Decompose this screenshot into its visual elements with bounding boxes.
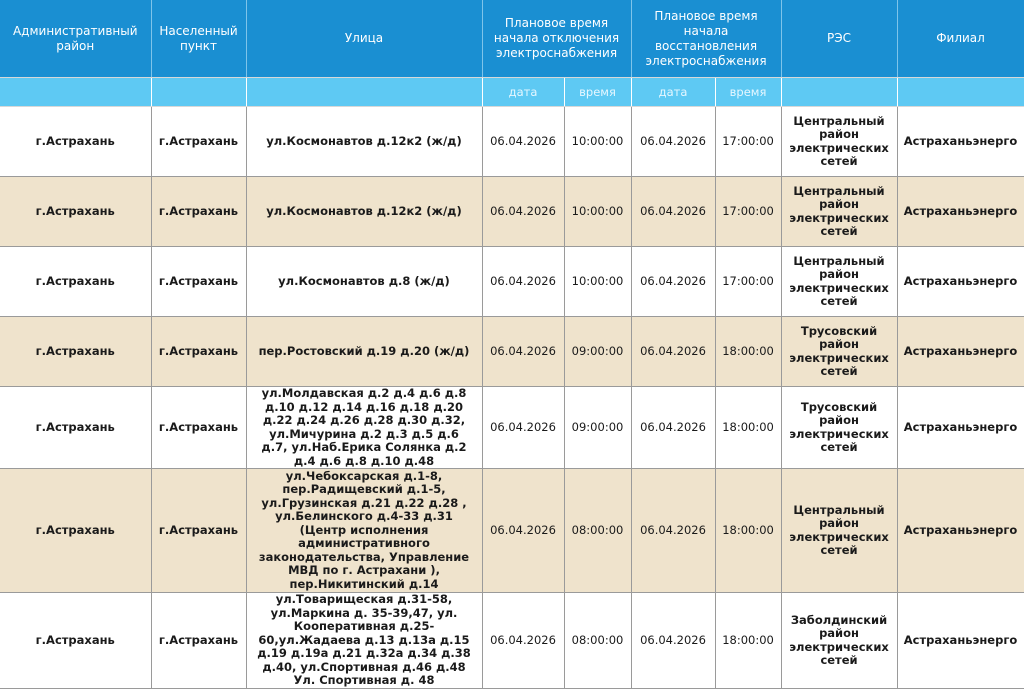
header-street[interactable]: Улица xyxy=(246,0,482,78)
header-res[interactable]: РЭС xyxy=(781,0,897,78)
subheader-empty xyxy=(781,78,897,107)
cell-res: Трусовский район электрических сетей xyxy=(781,317,897,387)
cell-branch: Астраханьэнерго xyxy=(897,317,1024,387)
cell-on-date: 06.04.2026 xyxy=(631,593,715,689)
cell-district: г.Астрахань xyxy=(0,593,151,689)
cell-on-time: 18:00:00 xyxy=(715,469,781,593)
table-row xyxy=(0,107,1024,177)
cell-on-time: 17:00:00 xyxy=(715,107,781,177)
cell-branch: Астраханьэнерго xyxy=(897,177,1024,247)
subheader-off-time: время xyxy=(564,78,631,107)
subheader-empty xyxy=(0,78,151,107)
cell-off-time: 08:00:00 xyxy=(564,593,631,689)
cell-street: ул.Космонавтов д.12к2 (ж/д) xyxy=(246,107,482,177)
cell-on-time: 17:00:00 xyxy=(715,247,781,317)
cell-branch: Астраханьэнерго xyxy=(897,107,1024,177)
cell-street: ул.Космонавтов д.12к2 (ж/д) xyxy=(246,177,482,247)
cell-district: г.Астрахань xyxy=(0,317,151,387)
cell-on-date: 06.04.2026 xyxy=(631,469,715,593)
cell-off-time: 08:00:00 xyxy=(564,469,631,593)
subheader-on-time: время xyxy=(715,78,781,107)
cell-street: пер.Ростовский д.19 д.20 (ж/д) xyxy=(246,317,482,387)
cell-on-date: 06.04.2026 xyxy=(631,387,715,469)
table-row xyxy=(0,387,1024,469)
subheader-off-date: дата xyxy=(482,78,564,107)
cell-branch: Астраханьэнерго xyxy=(897,387,1024,469)
cell-locality: г.Астрахань xyxy=(151,387,246,469)
cell-street: ул.Молдавская д.2 д.4 д.6 д.8 д.10 д.12 д.14 д.16 д.18 д.20 д.22 д.24 д.26 д.28 д.30 д.32, ул.Мичурина д.2 д.3 д.5 д.6 д.7, ул.Наб.Ерика Солянка д.2 д.4 д.6 д.8 д.10 д.48 xyxy=(246,387,482,469)
cell-locality: г.Астрахань xyxy=(151,469,246,593)
header-row xyxy=(0,0,1024,78)
cell-on-date: 06.04.2026 xyxy=(631,107,715,177)
cell-on-time: 18:00:00 xyxy=(715,593,781,689)
cell-branch: Астраханьэнерго xyxy=(897,593,1024,689)
header-locality[interactable]: Населенный пункт xyxy=(151,0,246,78)
header-district[interactable]: Административный район xyxy=(0,0,151,78)
cell-off-date: 06.04.2026 xyxy=(482,177,564,247)
cell-street: ул.Чебоксарская д.1-8, пер.Радищевский д.1-5, ул.Грузинская д.21 д.22 д.28 , ул.Белинского д.4-33 д.31 (Центр исполнения административного законодательства, Управление МВД по г. Астрахани ), пер.Никитинский д.14 xyxy=(246,469,482,593)
cell-off-time: 09:00:00 xyxy=(564,317,631,387)
table-row xyxy=(0,177,1024,247)
cell-res: Трусовский район электрических сетей xyxy=(781,387,897,469)
cell-off-time: 10:00:00 xyxy=(564,247,631,317)
cell-off-date: 06.04.2026 xyxy=(482,593,564,689)
header-branch[interactable]: Филиал xyxy=(897,0,1024,78)
cell-off-date: 06.04.2026 xyxy=(482,107,564,177)
cell-on-time: 18:00:00 xyxy=(715,317,781,387)
cell-locality: г.Астрахань xyxy=(151,107,246,177)
cell-res: Центральный район электрических сетей xyxy=(781,247,897,317)
cell-district: г.Астрахань xyxy=(0,387,151,469)
header-restore-time[interactable]: Плановое время начала восстановления электроснабжения xyxy=(631,0,781,78)
cell-off-time: 09:00:00 xyxy=(564,387,631,469)
cell-district: г.Астрахань xyxy=(0,469,151,593)
cell-branch: Астраханьэнерго xyxy=(897,469,1024,593)
cell-locality: г.Астрахань xyxy=(151,317,246,387)
cell-branch: Астраханьэнерго xyxy=(897,247,1024,317)
cell-locality: г.Астрахань xyxy=(151,177,246,247)
cell-off-date: 06.04.2026 xyxy=(482,387,564,469)
table-row xyxy=(0,469,1024,593)
cell-district: г.Астрахань xyxy=(0,247,151,317)
cell-res: Центральный район электрических сетей xyxy=(781,177,897,247)
subheader-empty xyxy=(246,78,482,107)
cell-locality: г.Астрахань xyxy=(151,247,246,317)
cell-off-date: 06.04.2026 xyxy=(482,317,564,387)
cell-off-date: 06.04.2026 xyxy=(482,469,564,593)
cell-res: Заболдинский район электрических сетей xyxy=(781,593,897,689)
cell-street: ул.Космонавтов д.8 (ж/д) xyxy=(246,247,482,317)
cell-res: Центральный район электрических сетей xyxy=(781,469,897,593)
cell-on-date: 06.04.2026 xyxy=(631,247,715,317)
cell-off-time: 10:00:00 xyxy=(564,107,631,177)
cell-on-time: 18:00:00 xyxy=(715,387,781,469)
subheader-row xyxy=(0,78,1024,107)
cell-street: ул.Товарищеская д.31-58, ул.Маркина д. 35-39,47, ул. Кооперативная д.25-60,ул.Жадаева д.13 д.13а д.15 д.19 д.19а д.21 д.32а д.34 д.38 д.40, ул.Спортивная д.46 д.48 Ул. Спортивная д. 48 xyxy=(246,593,482,689)
cell-on-date: 06.04.2026 xyxy=(631,317,715,387)
subheader-empty xyxy=(151,78,246,107)
cell-off-date: 06.04.2026 xyxy=(482,247,564,317)
cell-district: г.Астрахань xyxy=(0,107,151,177)
header-off-time[interactable]: Плановое время начала отключения электроснабжения xyxy=(482,0,631,78)
cell-off-time: 10:00:00 xyxy=(564,177,631,247)
cell-district: г.Астрахань xyxy=(0,177,151,247)
table-row xyxy=(0,247,1024,317)
cell-locality: г.Астрахань xyxy=(151,593,246,689)
subheader-on-date: дата xyxy=(631,78,715,107)
table-row xyxy=(0,317,1024,387)
cell-on-date: 06.04.2026 xyxy=(631,177,715,247)
cell-on-time: 17:00:00 xyxy=(715,177,781,247)
subheader-empty xyxy=(897,78,1024,107)
cell-res: Центральный район электрических сетей xyxy=(781,107,897,177)
table-row xyxy=(0,593,1024,689)
